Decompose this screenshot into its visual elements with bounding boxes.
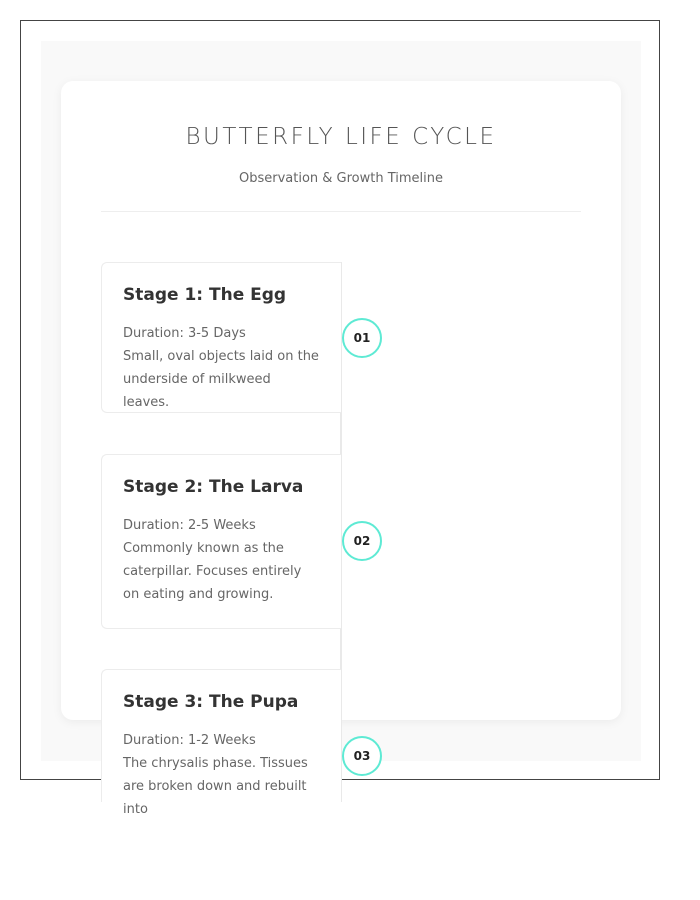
header-divider bbox=[101, 211, 581, 212]
stage-number-badge: 02 bbox=[342, 521, 382, 561]
stage-title: Stage 1: The Egg bbox=[123, 285, 287, 305]
stage-number-badge: 03 bbox=[342, 736, 382, 776]
stage-number-badge: 01 bbox=[342, 318, 382, 358]
stage-title: Stage 3: The Pupa bbox=[123, 692, 299, 712]
stage-description: Small, oval objects laid on the underside of milkweed leaves. bbox=[123, 349, 319, 410]
stage-duration: Duration: 2-5 Weeks bbox=[123, 518, 256, 533]
page-subtitle: Observation & Growth Timeline bbox=[238, 171, 444, 186]
stage-description: Commonly known as the caterpillar. Focuses entirely on eating and growing. bbox=[123, 541, 302, 602]
stage-duration: Duration: 1-2 Weeks bbox=[123, 733, 256, 748]
timeline-stage-larva bbox=[101, 454, 341, 629]
stage-description: The chrysalis phase. Tissues are broken down and rebuilt into bbox=[123, 756, 308, 817]
stage-title: Stage 2: The Larva bbox=[123, 477, 304, 497]
timeline-stage-egg bbox=[101, 262, 341, 413]
timeline-stage-pupa bbox=[101, 669, 341, 817]
page-title: BUTTERFLY LIFE CYCLE bbox=[185, 124, 497, 150]
stage-duration: Duration: 3-5 Days bbox=[123, 326, 246, 341]
